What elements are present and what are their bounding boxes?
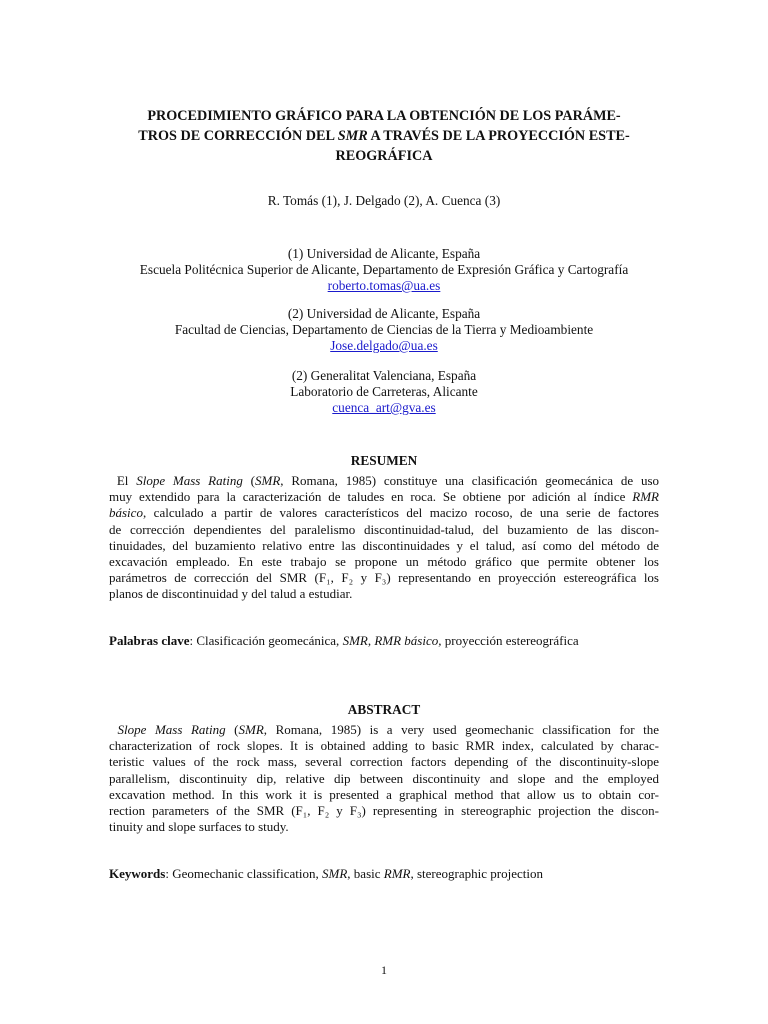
- page-number: 1: [381, 963, 387, 977]
- resumen-line: [109, 473, 659, 489]
- abstract-line: characterization of rock slopes. It is obtained adding to basic RMR index, calculated by charac-: [109, 738, 659, 754]
- abstract-line: tinuity and slope surfaces to study.: [109, 819, 289, 835]
- title-line-1: PROCEDIMIENTO GRÁFICO PARA LA OBTENCIÓN DE LOS PARÁME-: [147, 108, 621, 124]
- text-run-italic: RMR: [632, 489, 659, 505]
- text-run-italic: básico: [109, 505, 143, 521]
- text-run: , calculado a partir de valores característicos del macizo rocoso, de una serie de factores: [142, 505, 659, 521]
- resumen-paragraph: [109, 473, 659, 603]
- affiliation-label: (2) Universidad de Alicante, España: [287, 306, 481, 321]
- resumen-line: tinuidades, del buzamiento relativo entre las discontinuidades y el talud, así como del método de: [109, 537, 659, 553]
- palabras-clave-label: Palabras clave: [109, 633, 190, 648]
- abstract-line: rection parameters of the SMR (F₁, F₂ y F₃) representing in stereographic projection the discon-: [109, 803, 659, 819]
- abstract-heading: ABSTRACT: [347, 702, 421, 717]
- text-run: proyección estereográfica: [441, 633, 579, 648]
- text-run-italic: SMR: [322, 866, 348, 881]
- title-line-3: REOGRÁFICA: [335, 148, 433, 164]
- text-run: : Geomechanic classification,: [165, 866, 323, 881]
- abstract-line: [109, 722, 659, 738]
- email-link[interactable]: cuenca_art@gva.es: [332, 400, 436, 415]
- text-run-italic: RMR básico,: [374, 633, 442, 648]
- affiliation-3: [0, 368, 768, 416]
- text-run: , basic: [347, 866, 384, 881]
- text-run-italic: RMR,: [383, 866, 414, 881]
- affiliation-detail: Facultad de Ciencias, Departamento de Ciencias de la Tierra y Medioambiente: [174, 322, 594, 337]
- text-run: , Romana, 1985) is a very used geomechanic classification for the: [263, 722, 659, 737]
- text-run: (: [225, 722, 239, 737]
- resumen-line: [109, 505, 659, 521]
- title-line-2-pre: TROS DE CORRECCIÓN DEL: [138, 128, 338, 144]
- affiliation-label: (1) Universidad de Alicante, España: [287, 246, 481, 261]
- abstract-line: teristic values of the rock mass, several correction factors depending of the discontinuity-slope: [109, 754, 659, 770]
- text-run: ,: [367, 633, 375, 648]
- affiliation-label: (2) Generalitat Valenciana, España: [291, 368, 477, 383]
- title-line-2: [100, 126, 668, 146]
- affiliation-1: [0, 246, 768, 294]
- text-run-italic: Slope Mass Rating: [136, 473, 243, 488]
- resumen-line: excavación empleado. En este trabajo se propone un método gráfico que permite obtener los: [109, 554, 659, 570]
- text-run: , Romana, 1985) constituye una clasificación geomecánica de uso: [280, 473, 659, 488]
- text-run-italic: SMR: [238, 722, 264, 737]
- email-link[interactable]: Jose.delgado@ua.es: [330, 338, 438, 353]
- text-run: El: [116, 473, 137, 488]
- abstract-line: excavation method. In this work it is presented a graphical method that allow us to obtain cor-: [109, 786, 659, 802]
- text-run-italic: Slope Mass Rating: [117, 722, 226, 737]
- paper-title: [100, 106, 668, 166]
- text-run: muy extendido para la caracterización de taludes en roca. Se obtiene por adición al índice: [109, 489, 633, 505]
- resumen-line: [109, 489, 659, 505]
- affiliation-detail: Escuela Politécnica Superior de Alicante, Departamento de Expresión Gráfica y Cartografía: [139, 262, 629, 277]
- title-line-2-em: SMR: [337, 128, 368, 144]
- palabras-clave: [109, 632, 669, 649]
- author-list: R. Tomás (1), J. Delgado (2), A. Cuenca (3): [267, 193, 501, 208]
- affiliation-detail: Laboratorio de Carreteras, Alicante: [290, 384, 478, 399]
- text-run-italic: SMR: [254, 473, 281, 488]
- text-run: stereographic projection: [413, 866, 543, 881]
- email-link[interactable]: roberto.tomas@ua.es: [327, 278, 441, 293]
- text-run: : Clasificación geomecánica,: [189, 633, 343, 648]
- text-run: (: [242, 473, 255, 488]
- abstract-line: parallelism, discontinuity dip, relative dip between discontinuity and slope and the employed: [109, 770, 659, 786]
- abstract-paragraph: [109, 722, 659, 835]
- keywords-label: Keywords: [109, 866, 166, 881]
- affiliation-2: [0, 306, 768, 354]
- resumen-heading: RESUMEN: [350, 453, 418, 468]
- title-line-2-post: A TRAVÉS DE LA PROYECCIÓN ESTE-: [367, 128, 630, 144]
- resumen-line: planos de discontinuidad y del talud a estudiar.: [109, 586, 353, 602]
- text-run-italic: SMR: [342, 633, 368, 648]
- resumen-line: parámetros de corrección del SMR (F₁, F₂ y F₃) representando en proyección estereográfica los: [109, 570, 659, 586]
- resumen-line: de corrección dependientes del paralelismo discontinuidad-talud, del buzamiento de las discon-: [109, 521, 659, 537]
- keywords: [109, 865, 669, 882]
